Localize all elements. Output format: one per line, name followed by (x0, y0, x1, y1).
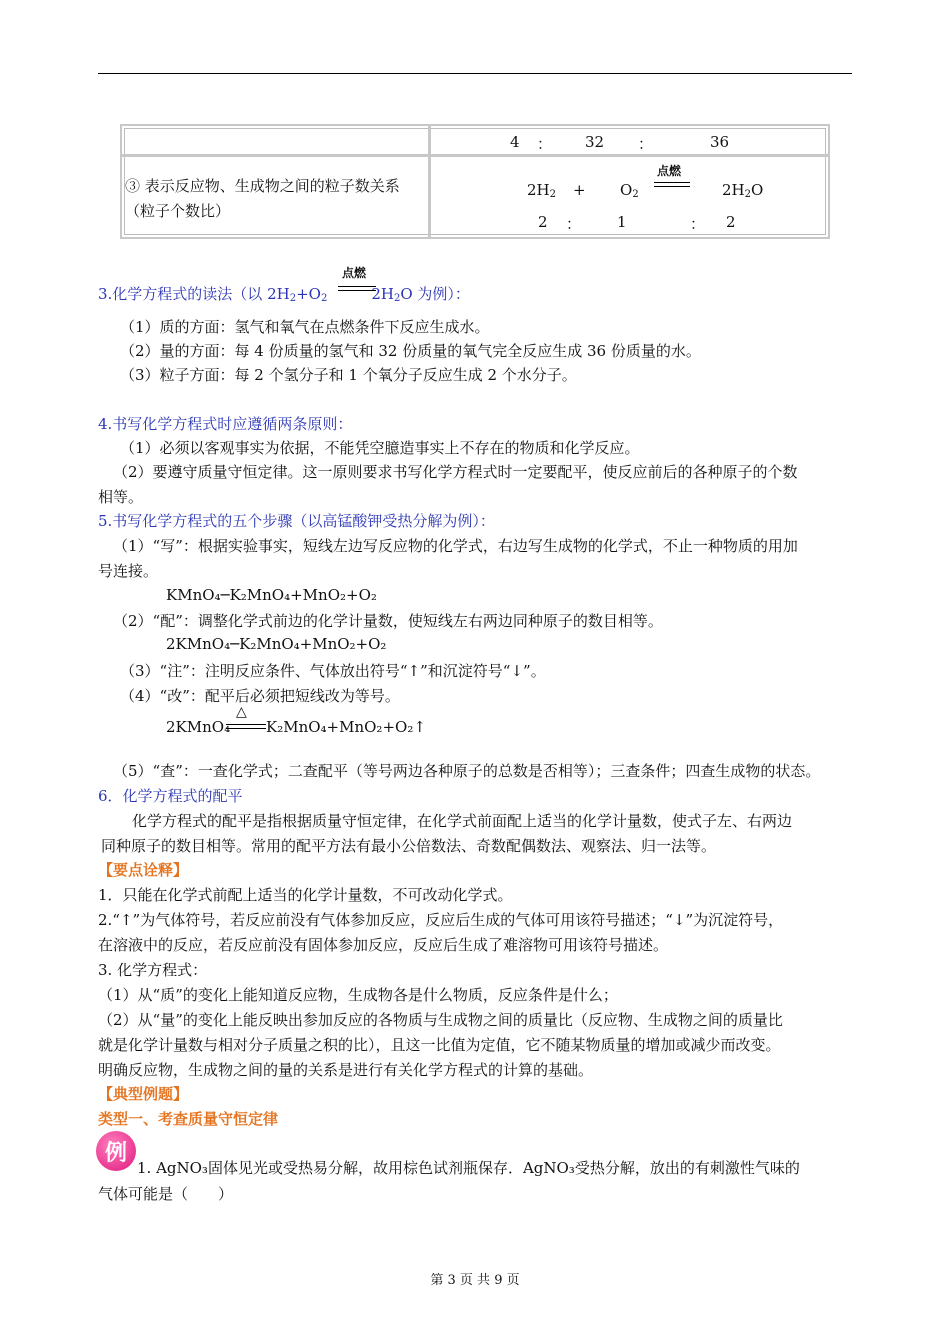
condition-ignite: 点燃 (657, 164, 682, 178)
ratio-mass-b: 32 (585, 133, 605, 151)
sec5-equals-bottom (226, 728, 266, 729)
sec5-heading: 5.书写化学方程式的五个步骤（以高锰酸钾受热分解为例）： (98, 512, 495, 530)
sec3-equals-bottom (338, 290, 376, 291)
header-rule (98, 73, 852, 74)
sec5-step4: （4）“改”：配平后必须把短线改为等号。 (120, 687, 400, 705)
sec4-item-2-line1: （2）要遵守质量守恒定律。这一原则要求书写化学方程式时一定要配平，使反应前后的各种原子的个数 (113, 463, 798, 481)
sec6-heading: 6．化学方程式的配平 (98, 787, 243, 805)
sec5-equals-top (226, 724, 266, 725)
sec5-step2: （2）“配”：调整化学式前边的化学计量数，使短线左右两边同种原子的数目相等。 (113, 612, 663, 630)
sec4-item-1: （1）必须以客观事实为依据，不能凭空臆造事实上不存在的物质和化学反应。 (120, 439, 640, 457)
key-point-1: 1．只能在化学式前配上适当的化学计量数，不可改动化学式。 (98, 886, 513, 904)
sec4-item-2-line2: 相等。 (98, 488, 144, 506)
ratio-particle-sep1: ： (566, 215, 582, 233)
sec6-line2: 同种原子的数目相等。常用的配平方法有最小公倍数法、奇数配偶数法、观察法、归一法等。 (101, 837, 717, 855)
sec3-equals-top (338, 286, 376, 287)
ratio-mass-sep1: ： (537, 135, 553, 153)
table-column-divider (428, 126, 431, 237)
ratio-particle-sep2: ： (690, 215, 706, 233)
sec6-line1: 化学方程式的配平是指根据质量守恒定律，在化学式前面配上适当的化学计量数，使式子左、右两边 (132, 812, 793, 830)
row-label-line1: ③ 表示反应物、生成物之间的粒子数关系 (125, 177, 400, 195)
question-1-line2: 气体可能是（ ） (98, 1185, 234, 1203)
key-point-2-line1: 2.“↑”为气体符号，若反应前没有气体参加反应，反应后生成的气体可用该符号描述；“↓”为沉淀符号， (98, 911, 784, 929)
sec5-equation-3-right: K₂MnO₄+MnO₂+O₂↑ (266, 718, 426, 736)
sec5-step5: （5）“查”：一查化学式；二查配平（等号两边各种原子的总数是否相等）；三查条件；四查生成物的状态。 (113, 762, 821, 780)
eq-h2o: $2H_2O$ (722, 181, 764, 200)
key-point-3b-line1: （2）从“量”的变化上能反映出参加反应的各物质与生成物之间的质量比（反应物、生成物之间的质量比 (98, 1011, 783, 1029)
equals-bar-top (654, 182, 690, 183)
sec3-item-1: （1）质的方面：氢气和氧气在点燃条件下反应生成水。 (120, 318, 490, 336)
eq-h2: $2H_2$ (527, 181, 556, 200)
sec5-equation-1: KMnO₄─K₂MnO₄+MnO₂+O₂ (166, 586, 377, 604)
ratio-mass-sep2: ： (638, 135, 654, 153)
sec5-step1-line1: （1）“写”：根据实验事实，短线左边写反应物的化学式，右边写生成物的化学式，不止一种物质的用加 (113, 537, 798, 555)
sec3-condition: 点燃 (342, 266, 367, 280)
ratio-particle-c: 2 (726, 213, 736, 231)
heat-symbol: △ (236, 704, 247, 720)
sec3-item-2: （2）量的方面：每 4 份质量的氢气和 32 份质量的氧气完全反应生成 36 份质量的水。 (120, 342, 701, 360)
sec5-step3: （3）“注”：注明反应条件、气体放出符号“↑”和沉淀符号“↓”。 (120, 662, 546, 680)
eq-o2: $O_2$ (620, 181, 639, 200)
key-point-3b-line2: 就是化学计量数与相对分子质量之积的比），且这一比值为定值，它不随某物质量的增加或减少而改变。 (98, 1036, 781, 1054)
question-1-line1: 1. AgNO₃固体见光或受热易分解，故用棕色试剂瓶保存．AgNO₃受热分解，放出的有刺激性气味的 (137, 1159, 800, 1177)
table-row-divider (122, 154, 828, 157)
ratio-particle-b: 1 (617, 213, 627, 231)
key-point-2-line2: 在溶液中的反应，若反应前没有固体参加反应，反应后生成了难溶物可用该符号描述。 (98, 936, 669, 954)
key-points-heading: 【要点诠释】 (98, 861, 189, 879)
sec4-heading: 4.书写化学方程式时应遵循两条原则： (98, 415, 353, 433)
equals-bar-bottom (654, 186, 690, 187)
key-point-3: 3. 化学方程式： (98, 961, 208, 979)
example-type-1: 类型一、考查质量守恒定律 (98, 1110, 279, 1128)
examples-heading: 【典型例题】 (98, 1085, 189, 1103)
ratio-mass-a: 4 (510, 133, 520, 151)
sec5-step1-line2: 号连接。 (98, 562, 159, 580)
sec5-equation-3-left: 2KMnO₄ (166, 718, 231, 736)
key-point-3b-line3: 明确反应物，生成物之间的量的关系是进行有关化学方程式的计算的基础。 (98, 1061, 594, 1079)
ratio-particle-a: 2 (538, 213, 548, 231)
example-badge-icon: 例 (96, 1131, 136, 1171)
page-footer: 第 3 页 共 9 页 (430, 1273, 520, 1288)
sec3-heading: 3.化学方程式的读法（以 $2H_2+O_2$ $2H_2O$ 为例）： (98, 285, 470, 304)
sec3-item-3: （3）粒子方面：每 2 个氢分子和 1 个氧分子反应生成 2 个水分子。 (120, 366, 577, 384)
row-label-line2: （粒子个数比） (125, 202, 231, 220)
key-point-3a: （1）从“质”的变化上能知道反应物，生成物各是什么物质，反应条件是什么； (98, 986, 618, 1004)
eq-plus: + (573, 181, 586, 199)
ratio-mass-c: 36 (710, 133, 730, 151)
sec5-equation-2: 2KMnO₄─K₂MnO₄+MnO₂+O₂ (166, 635, 387, 653)
